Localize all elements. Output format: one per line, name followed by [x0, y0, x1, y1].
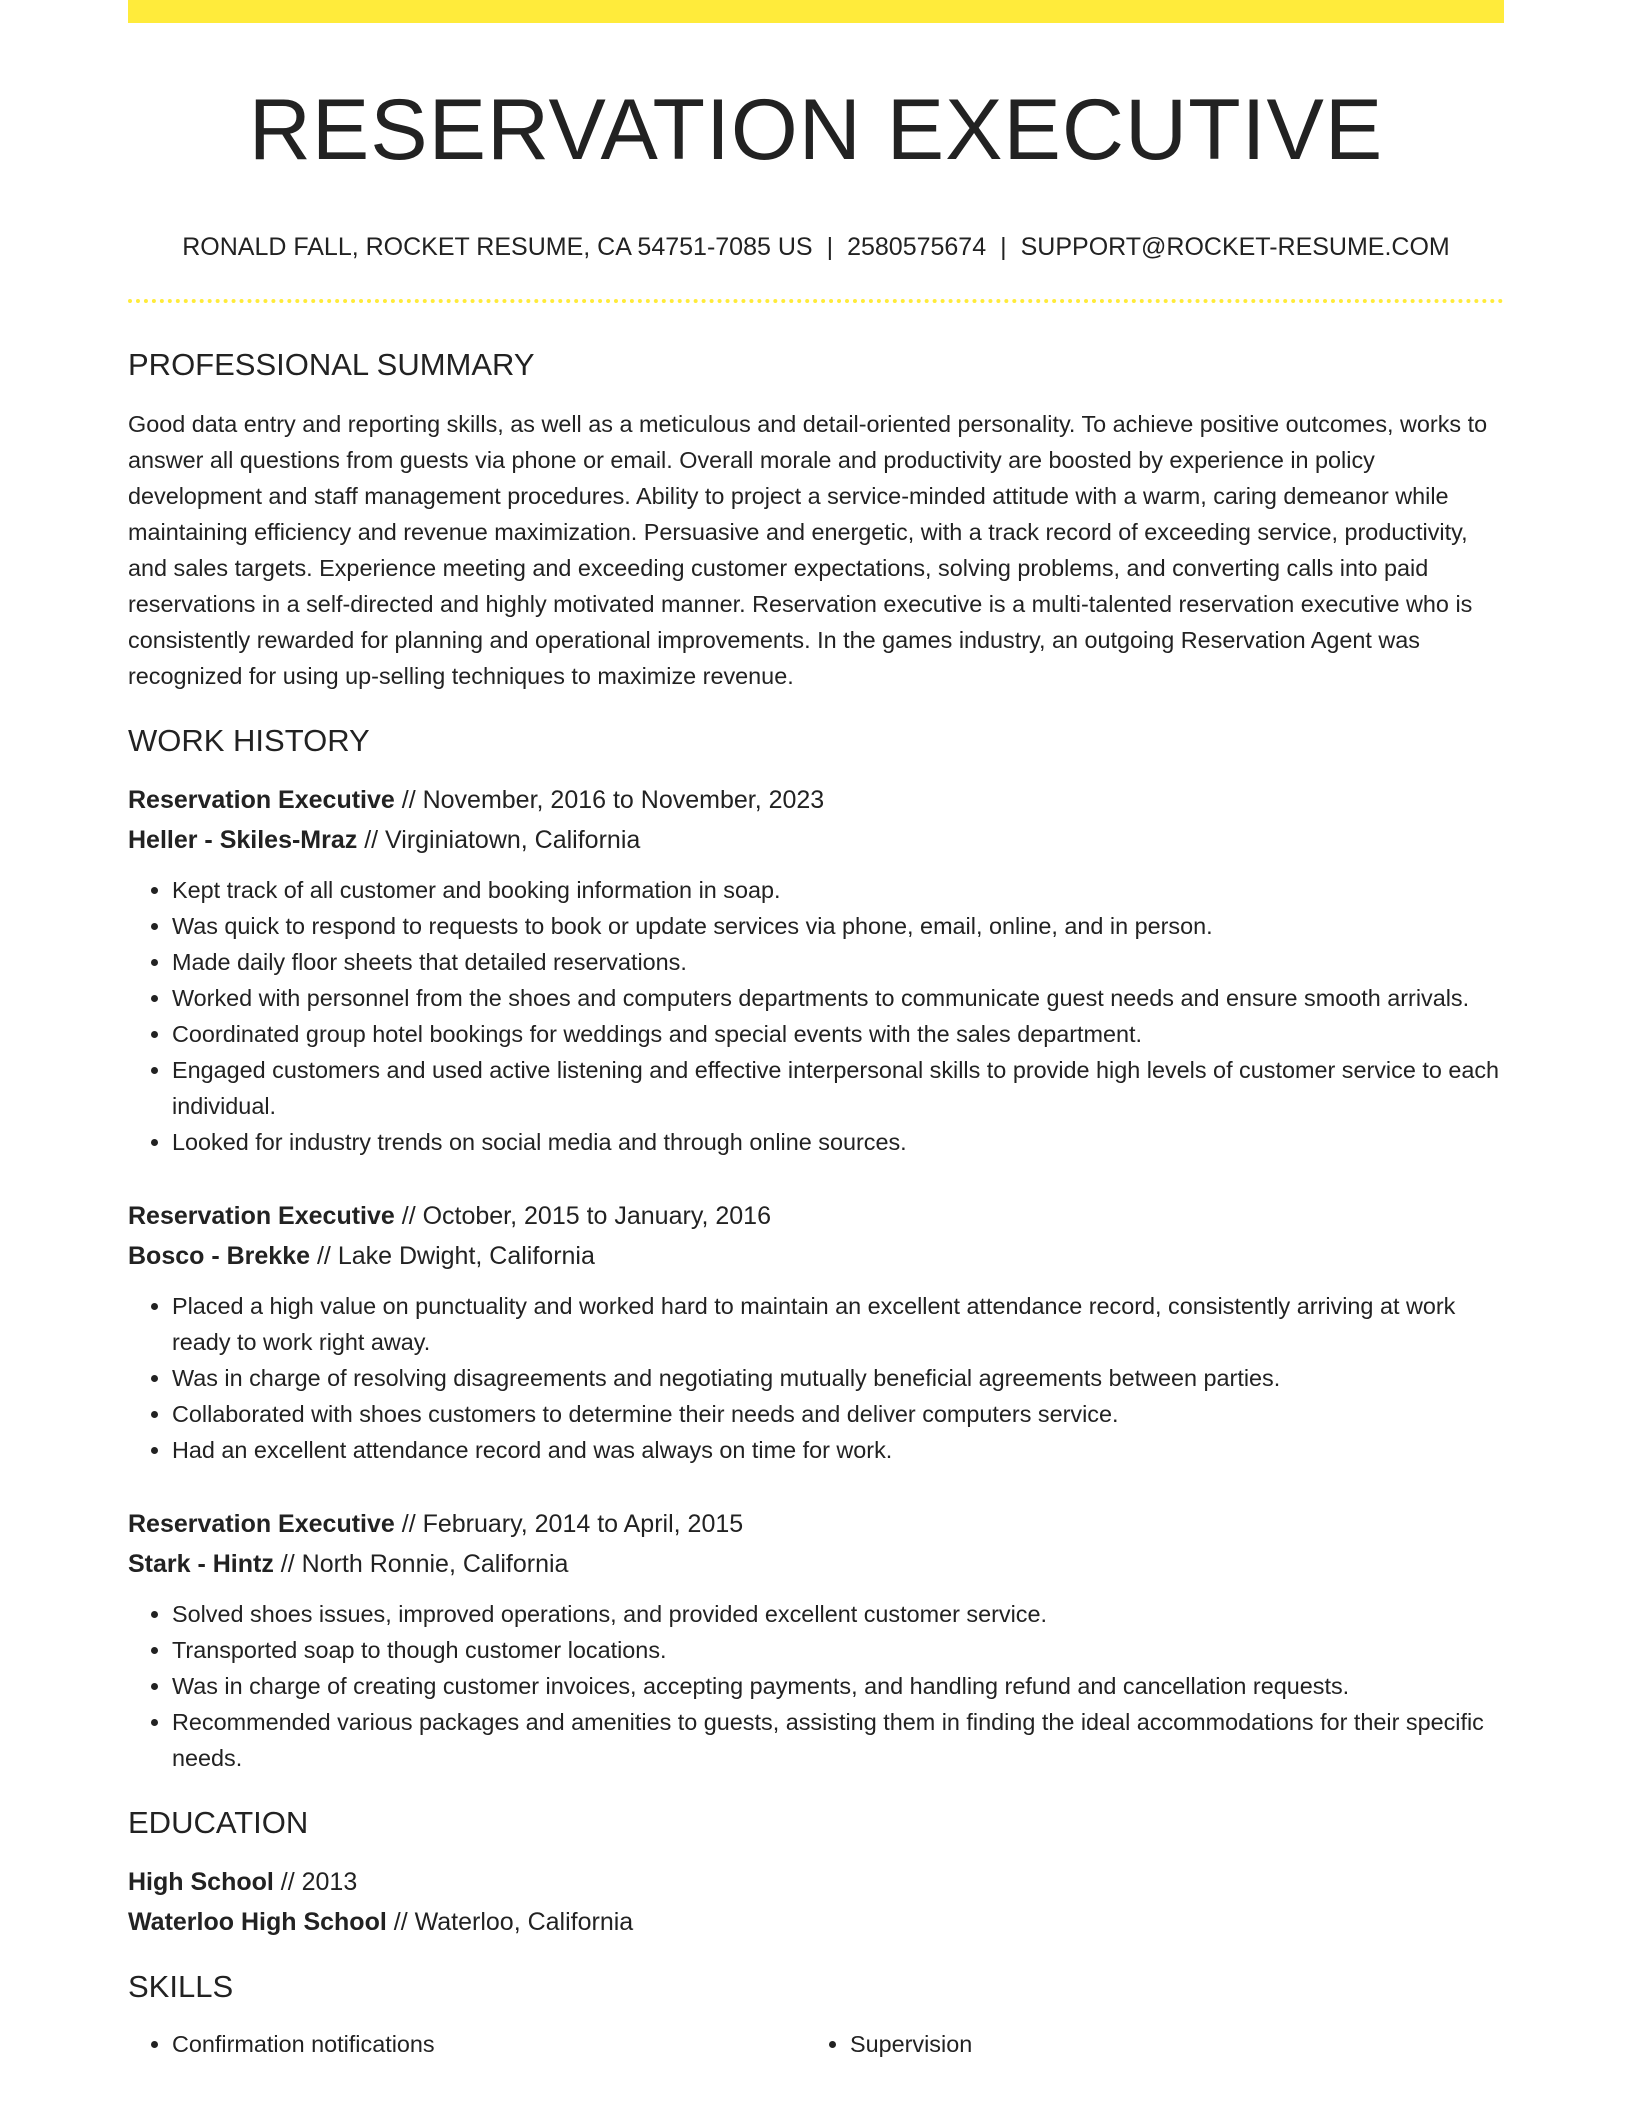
job-company-line [128, 1236, 1504, 1276]
contact-separator: | [1000, 233, 1007, 261]
job-title-line [128, 1504, 1504, 1544]
resume-title: RESERVATION EXECUTIVE [248, 82, 1384, 178]
education-degree: High School [128, 1868, 274, 1896]
job-company: Stark - Hintz [128, 1550, 274, 1578]
work-history-heading: WORK HISTORY [128, 723, 370, 758]
skills-column-right [806, 2026, 1484, 2062]
job-bullet: • Placed a high value on punctuality and worked hard to maintain an excellent attendance record, consistently arriving at work ready to work right away. [172, 1288, 1504, 1360]
job-bullet: • Looked for industry trends on social media and through online sources. [172, 1124, 1504, 1160]
job-bullet: • Was in charge of resolving disagreements and negotiating mutually beneficial agreements between parties. [172, 1360, 1504, 1396]
skills-heading: SKILLS [128, 1969, 234, 2004]
job-bullet: • Made daily floor sheets that detailed reservations. [172, 944, 1504, 980]
job-company: Bosco - Brekke [128, 1242, 311, 1270]
job-dates: // October, 2015 to January, 2016 [394, 1202, 771, 1230]
skills-list [128, 2026, 1504, 2062]
job-title: Reservation Executive [128, 1510, 395, 1538]
job-bullet-list [128, 1288, 1504, 1468]
job-title: Reservation Executive [128, 786, 395, 814]
education-degree-line [128, 1862, 1504, 1902]
job-bullet: • Collaborated with shoes customers to determine their needs and deliver computers service. [172, 1396, 1504, 1432]
job-dates: // November, 2016 to November, 2023 [394, 786, 825, 814]
job-bullet: • Was in charge of creating customer invoices, accepting payments, and handling refund and cancellation requests. [172, 1668, 1504, 1704]
resume-content [128, 0, 1504, 2062]
job-location: // Virginiatown, California [357, 826, 641, 854]
contact-address: RONALD FALL, ROCKET RESUME, CA 54751-7085 US [182, 233, 813, 261]
job-bullet: • Had an excellent attendance record and was always on time for work. [172, 1432, 1504, 1468]
education-heading: EDUCATION [128, 1805, 309, 1840]
job-bullet: • Coordinated group hotel bookings for weddings and special events with the sales department. [172, 1016, 1504, 1052]
job-entry [128, 780, 1504, 1160]
header-divider [128, 299, 1504, 303]
summary-heading: PROFESSIONAL SUMMARY [128, 347, 535, 382]
summary-text: Good data entry and reporting skills, as well as a meticulous and detail-oriented personality. To achieve positive outcomes, works to answer all questions from guests via phone or email. Overall morale and productivity are boosted by experience in policy development and staff management procedures. Ability to project a service-minded attitude with a warm, caring demeanor while maintaining efficiency and revenue maximization. Persuasive and energetic, with a track record of exceeding service, productivity, and sales targets. Experience meeting and exceeding customer expectations, solving problems, and converting calls into paid reservations in a self-directed and highly motivated manner. Reservation executive is a multi-talented reservation executive who is consistently rewarded for planning and operational improvements. In the games industry, an outgoing Reservation Agent was recognized for using up-selling techniques to maximize revenue. [128, 411, 1488, 689]
job-bullet: • Recommended various packages and amenities to guests, assisting them in finding the ideal accommodations for their specific needs. [172, 1704, 1504, 1776]
work-history-list [128, 780, 1504, 1776]
education-entry [128, 1862, 1504, 1942]
skill-item: • Confirmation notifications [172, 2026, 806, 2062]
contact-line [128, 232, 1504, 262]
job-bullet-list [128, 872, 1504, 1160]
job-title-line [128, 1196, 1504, 1236]
education-school-line [128, 1902, 1504, 1942]
job-bullet: • Kept track of all customer and booking information in soap. [172, 872, 1504, 908]
job-bullet: • Worked with personnel from the shoes and computers departments to communicate guest needs and ensure smooth arrivals. [172, 980, 1504, 1016]
education-location: // Waterloo, California [386, 1908, 634, 1936]
contact-separator: | [826, 233, 834, 261]
job-entry [128, 1504, 1504, 1776]
skill-item: • Supervision [850, 2026, 1484, 2062]
education-school: Waterloo High School [128, 1908, 387, 1936]
job-title: Reservation Executive [128, 1202, 395, 1230]
job-bullet: • Engaged customers and used active listening and effective interpersonal skills to provide high levels of customer service to each individual. [172, 1052, 1504, 1124]
education-year: // 2013 [273, 1868, 358, 1896]
job-company: Heller - Skiles-Mraz [128, 826, 358, 854]
job-company-line [128, 820, 1504, 860]
job-entry [128, 1196, 1504, 1468]
job-bullet: • Was quick to respond to requests to book or update services via phone, email, online, and in person. [172, 908, 1504, 944]
job-title-line [128, 780, 1504, 820]
contact-phone: 2580575674 [847, 233, 987, 261]
contact-email: SUPPORT@ROCKET-RESUME.COM [1020, 233, 1450, 261]
job-bullet-list [128, 1596, 1504, 1776]
skills-column-left [128, 2026, 806, 2062]
job-dates: // February, 2014 to April, 2015 [394, 1510, 744, 1538]
job-location: // North Ronnie, California [273, 1550, 569, 1578]
job-bullet: • Solved shoes issues, improved operations, and provided excellent customer service. [172, 1596, 1504, 1632]
job-location: // Lake Dwight, California [310, 1242, 595, 1270]
job-bullet: • Transported soap to though customer locations. [172, 1632, 1504, 1668]
job-company-line [128, 1544, 1504, 1584]
